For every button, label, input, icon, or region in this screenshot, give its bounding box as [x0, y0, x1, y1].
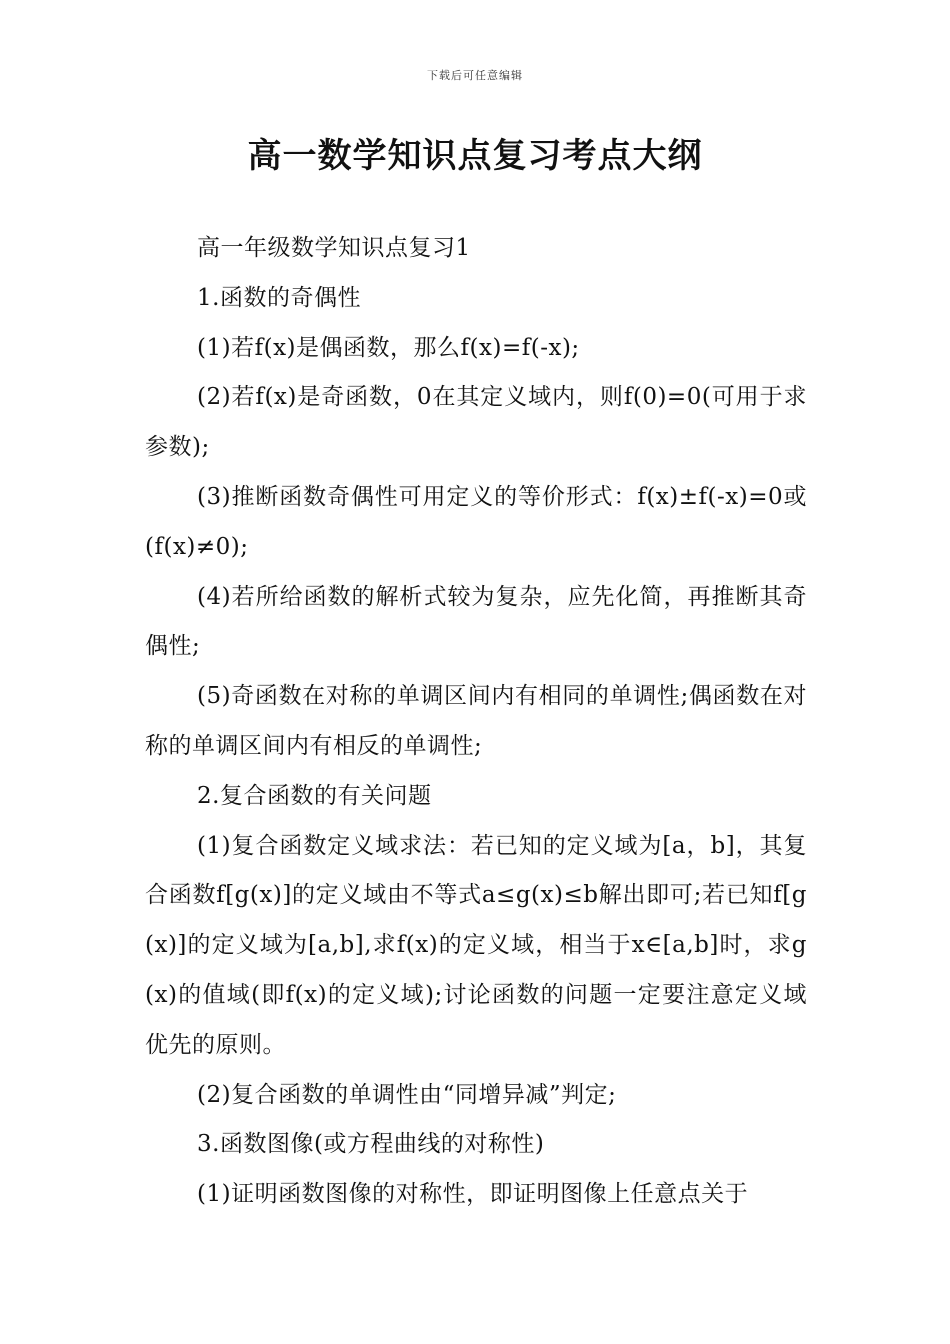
paragraph-parity-3: (3)推断函数奇偶性可用定义的等价形式：f(x)±f(-x)=0或(f(x)≠0);: [145, 483, 807, 560]
paragraph-section-heading: 高一年级数学知识点复习1: [197, 235, 471, 261]
document-body: [145, 224, 807, 1220]
paragraph-parity-1: (1)若f(x)是偶函数，那么f(x)=f(-x);: [197, 334, 580, 361]
document-title: 高一数学知识点复习考点大纲: [247, 136, 703, 176]
paragraph-topic-parity: 1.函数的奇偶性: [197, 284, 361, 311]
paragraph-topic-composite: 2.复合函数的有关问题: [197, 782, 432, 809]
paragraph-parity-5: (5)奇函数在对称的单调区间内有相同的单调性;偶函数在对称的单调区间内有相反的单调性;: [145, 683, 807, 759]
header-note: 下载后可任意编辑: [427, 69, 523, 82]
paragraph-symmetry-1: (1)证明函数图像的对称性，即证明图像上任意点关于: [197, 1181, 749, 1208]
paragraph-parity-2: (2)若f(x)是奇函数，0在其定义域内，则f(0)=0(可用于求参数);: [145, 384, 807, 461]
paragraph-topic-symmetry: 3.函数图像(或方程曲线的对称性): [197, 1131, 545, 1158]
paragraph-composite-1: (1)复合函数定义域求法：若已知的定义域为[a，b]，其复合函数f[g(x)]的定义域由不等式a≤g(x)≤b解出即可;若已知f[g(x)]的定义域为[a,b],求f(x)的定义域，相当于x∈[a,b]时，求g(x)的值域(即f(x)的定义域);讨论函数的问题一定要注意定义域优先的原则。: [145, 832, 807, 1058]
paragraph-composite-2: (2)复合函数的单调性由“同增异减”判定;: [197, 1081, 617, 1108]
paragraph-parity-4: (4)若所给函数的解析式较为复杂，应先化简，再推断其奇偶性;: [145, 583, 807, 660]
